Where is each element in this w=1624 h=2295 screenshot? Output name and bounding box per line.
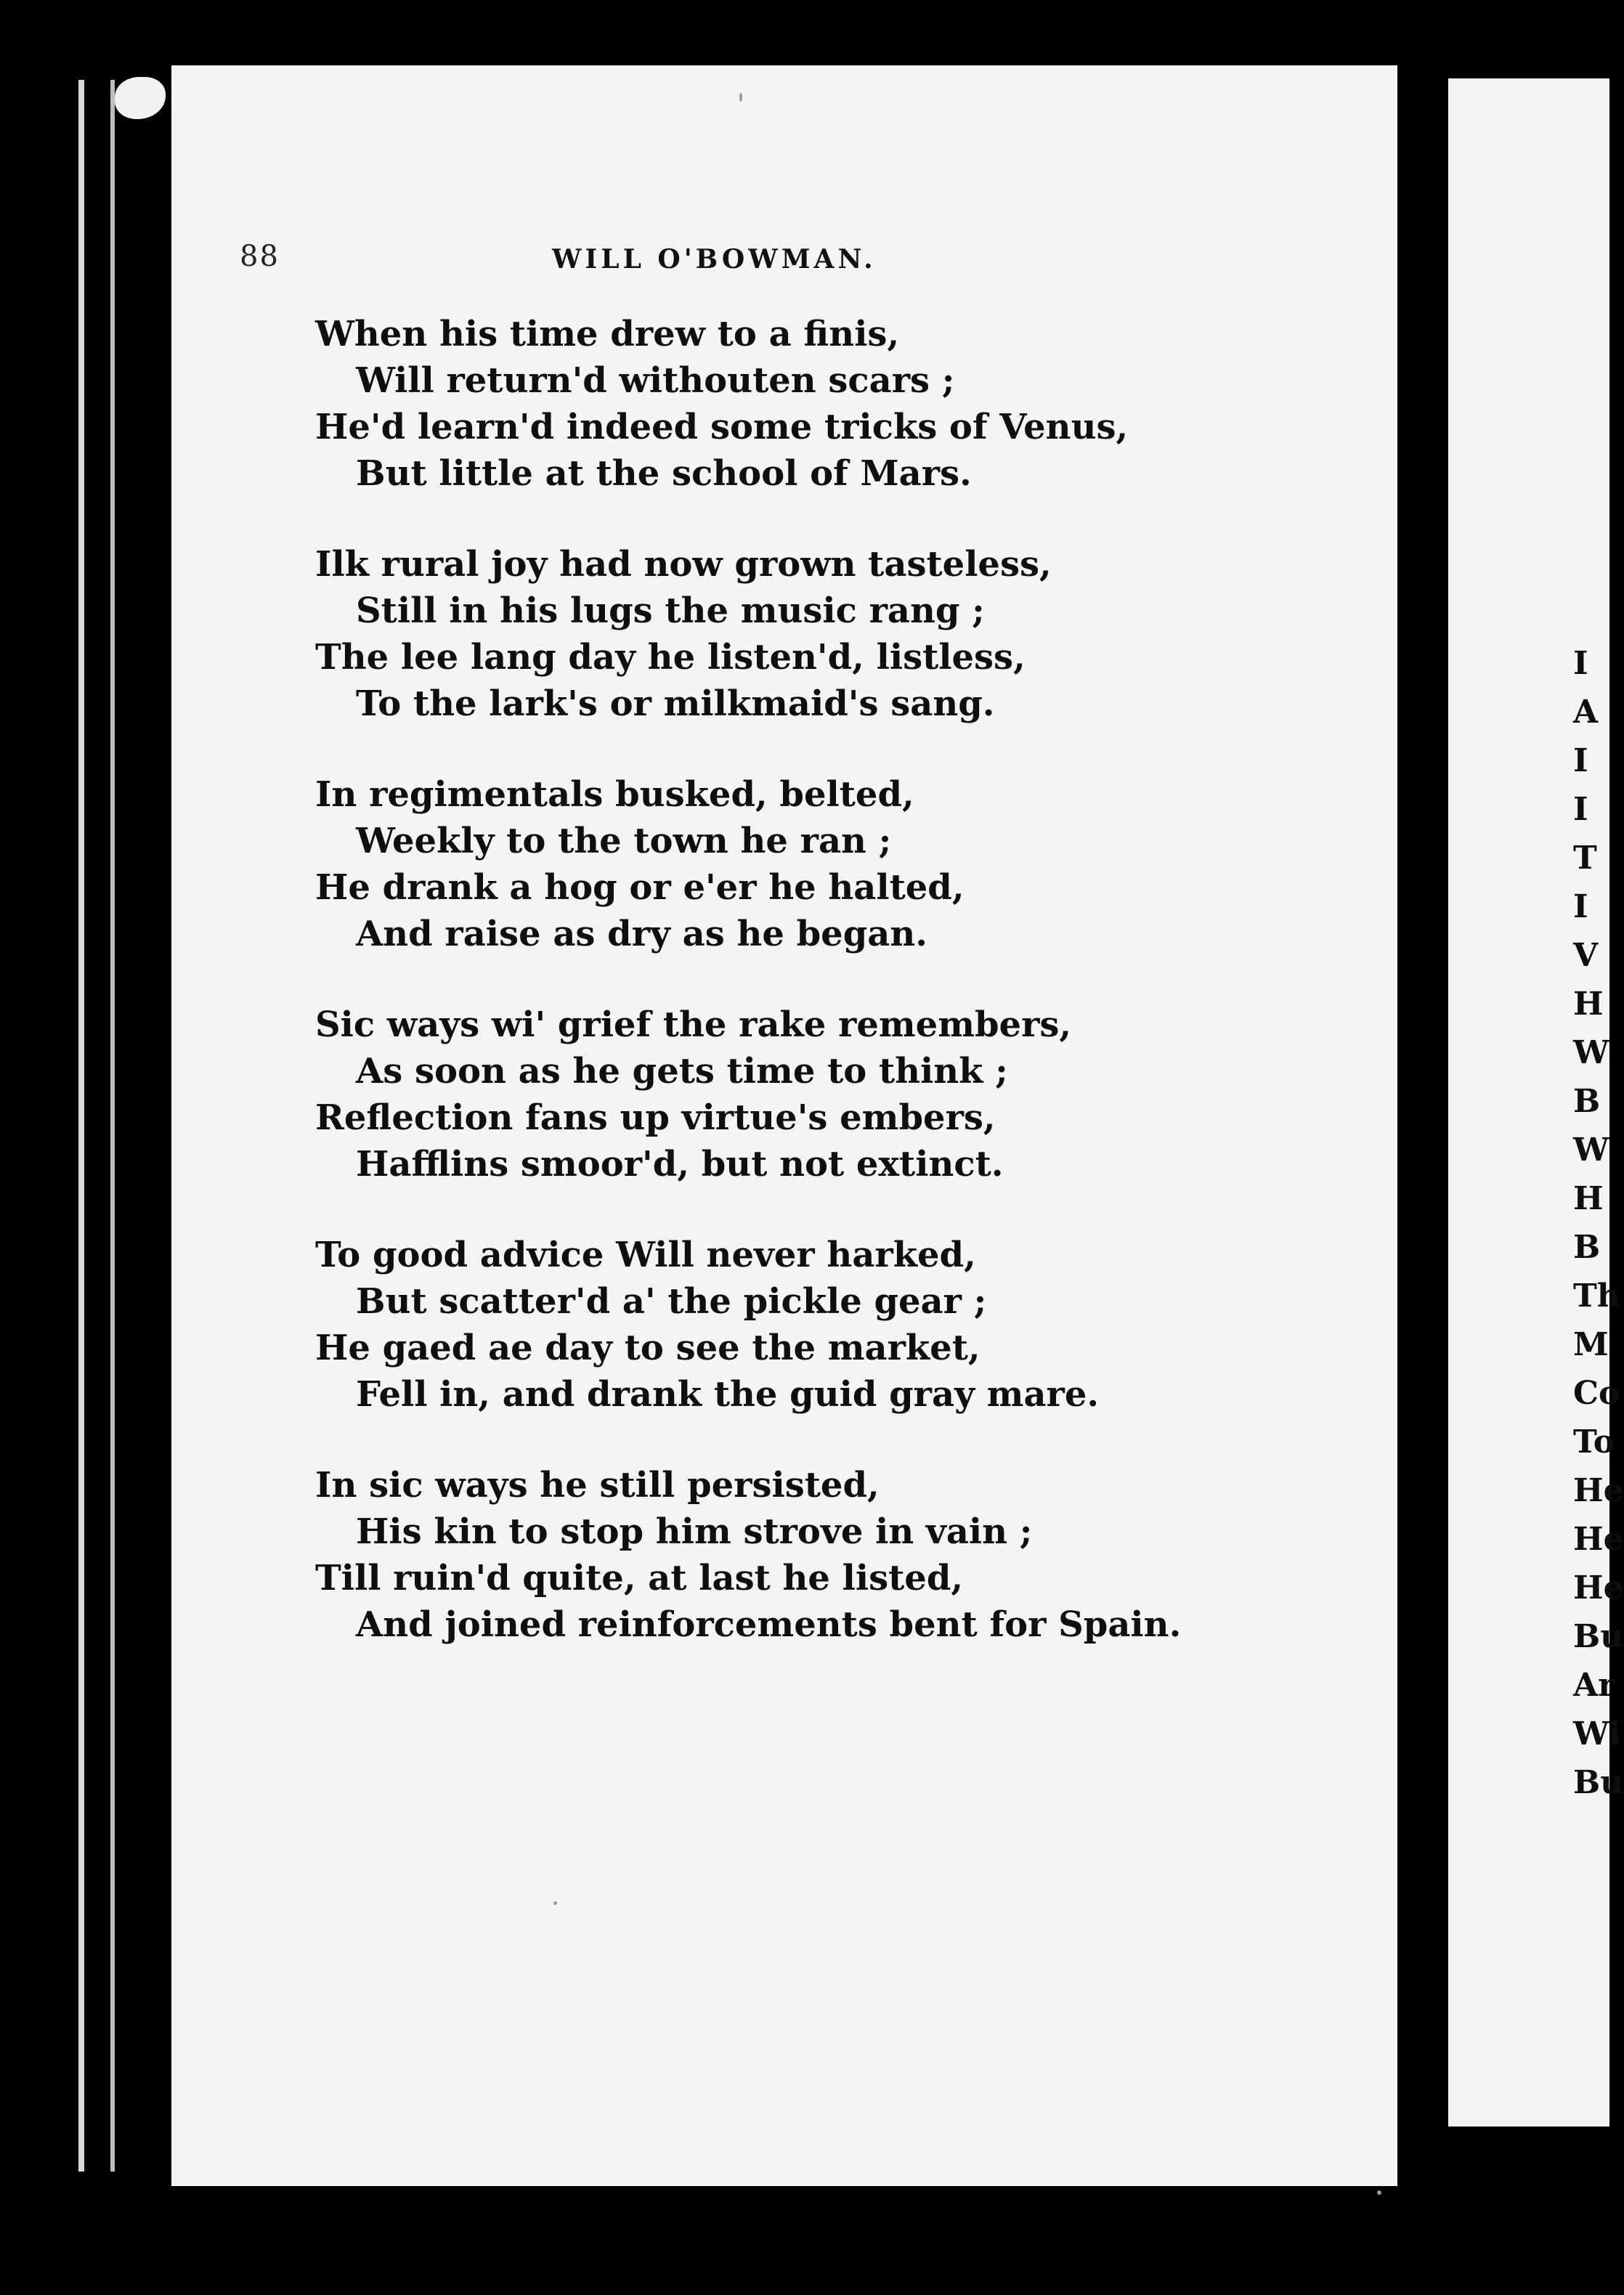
facing-line-start: Wi xyxy=(1573,1715,1621,1752)
poem-line: But little at the school of Mars. xyxy=(356,453,972,494)
facing-line-start: H xyxy=(1573,1180,1604,1217)
poem-line: He'd learn'd indeed some tricks of Venus, xyxy=(315,407,1129,447)
facing-line-start: T xyxy=(1573,840,1597,877)
page-speck xyxy=(739,93,742,102)
poem-line: He drank a hog or e'er he halted, xyxy=(315,867,965,908)
facing-line-start: Co xyxy=(1573,1375,1620,1412)
poem-line: Still in his lugs the music rang ; xyxy=(356,590,985,631)
running-title: WILL O'BOWMAN. xyxy=(552,244,877,275)
stanza xyxy=(315,541,1274,727)
facing-line-start: Ar xyxy=(1573,1667,1615,1704)
poem-line: But scatter'd a' the pickle gear ; xyxy=(356,1281,987,1322)
poem-line: Weekly to the town he ran ; xyxy=(356,821,892,861)
poem-line: Hafflins smoor'd, but not extinct. xyxy=(356,1144,1004,1185)
facing-line-start: Bu xyxy=(1573,1764,1624,1801)
running-head xyxy=(0,240,1609,283)
poem-line: In sic ways he still persisted, xyxy=(315,1465,880,1506)
facing-line-start: He xyxy=(1573,1521,1624,1558)
binding-edge-outer xyxy=(78,80,84,2172)
stanza xyxy=(315,1232,1274,1418)
poem-line: And raise as dry as he began. xyxy=(356,914,927,954)
page-speck xyxy=(553,1901,557,1905)
poem-line: In regimentals busked, belted, xyxy=(315,774,914,815)
stanza xyxy=(315,1002,1274,1187)
poem-line: Reflection fans up virtue's embers, xyxy=(315,1097,996,1138)
facing-line-start: M xyxy=(1573,1326,1609,1363)
facing-line-start: To xyxy=(1573,1423,1615,1461)
facing-line-start: Bu xyxy=(1573,1618,1624,1655)
poem-line: Will return'd withouten scars ; xyxy=(356,360,955,401)
facing-line-start: V xyxy=(1573,937,1599,974)
facing-line-start: He xyxy=(1573,1569,1624,1606)
poem-line: His kin to stop him strove in vain ; xyxy=(356,1511,1033,1552)
poem-line: Till ruin'd quite, at last he listed, xyxy=(315,1558,964,1599)
binding-edge-inner xyxy=(110,80,115,2172)
page-speck xyxy=(1377,2190,1381,2195)
poem-line: The lee lang day he listen'd, listless, xyxy=(315,637,1026,678)
poem-line: To the lark's or milkmaid's sang. xyxy=(356,683,995,724)
poem-line: Ilk rural joy had now grown tasteless, xyxy=(315,544,1052,585)
facing-line-start: W xyxy=(1573,1034,1609,1071)
binding-mark xyxy=(115,77,166,119)
facing-line-start: H xyxy=(1573,986,1604,1023)
facing-line-start: B xyxy=(1573,1229,1601,1266)
poem-line: When his time drew to a finis, xyxy=(315,314,900,354)
facing-line-start: A xyxy=(1573,694,1599,731)
page-number: 88 xyxy=(240,240,280,273)
facing-line-start: Th xyxy=(1573,1278,1620,1315)
poem-body xyxy=(315,311,1274,1692)
poem-line: To good advice Will never harked, xyxy=(315,1235,976,1275)
stanza xyxy=(315,771,1274,957)
facing-line-start: I xyxy=(1573,645,1588,682)
poem-line: Fell in, and drank the guid gray mare. xyxy=(356,1374,1100,1415)
facing-line-start: I xyxy=(1573,791,1588,828)
facing-line-start: I xyxy=(1573,888,1588,925)
facing-line-start: I xyxy=(1573,742,1588,779)
poem-line: And joined reinforcements bent for Spain. xyxy=(356,1604,1182,1645)
stanza xyxy=(315,311,1274,497)
poem-line: Sic ways wi' grief the rake remembers, xyxy=(315,1004,1072,1045)
facing-line-start: W xyxy=(1573,1132,1609,1169)
facing-page-text xyxy=(1573,639,1624,1807)
poem-line: He gaed ae day to see the market, xyxy=(315,1328,981,1368)
facing-line-start: He xyxy=(1573,1472,1624,1509)
poem-line: As soon as he gets time to think ; xyxy=(356,1051,1008,1092)
facing-line-start: B xyxy=(1573,1083,1601,1120)
stanza xyxy=(315,1462,1274,1648)
